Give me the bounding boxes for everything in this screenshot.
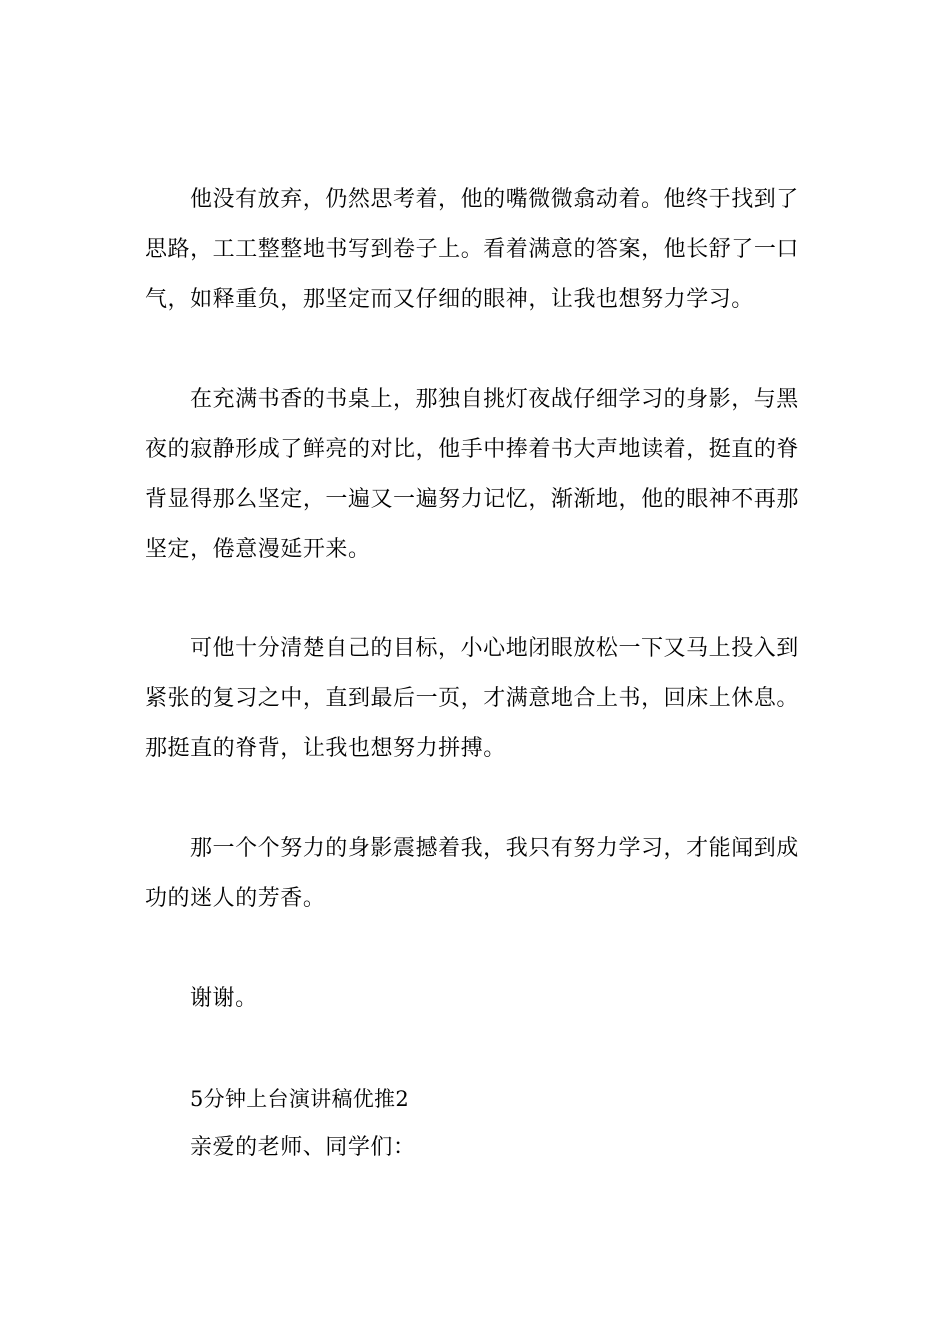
paragraph-1-line-1: 他没有放弃，仍然思考着，他的嘴微微翕动着。他终于找到了 xyxy=(190,187,799,212)
paragraph-1-line-3: 气，如释重负，那坚定而又仔细的眼神，让我也想努力学习。 xyxy=(145,287,754,312)
closing-thanks: 谢谢。 xyxy=(190,986,258,1011)
paragraph-3-line-1: 可他十分清楚自己的目标，小心地闭眼放松一下又马上投入到 xyxy=(190,636,799,661)
paragraph-2-line-4: 坚定，倦意漫延开来。 xyxy=(145,537,371,562)
paragraph-4-line-2: 功的迷人的芳香。 xyxy=(145,886,326,911)
paragraph-2-line-1: 在充满书香的书桌上，那独自挑灯夜战仔细学习的身影，与黑 xyxy=(190,387,799,412)
paragraph-1-line-2: 思路，工工整整地书写到卷子上。看着满意的答案，他长舒了一口 xyxy=(145,237,799,262)
paragraph-3-line-3: 那挺直的脊背，让我也想努力拼搏。 xyxy=(145,736,506,761)
paragraph-2-line-3: 背显得那么坚定，一遍又一遍努力记忆，渐渐地，他的眼神不再那 xyxy=(145,487,799,512)
paragraph-2-line-2: 夜的寂静形成了鲜亮的对比，他手中捧着书大声地读着，挺直的脊 xyxy=(145,437,799,462)
paragraph-4-line-1: 那一个个努力的身影震撼着我，我只有努力学习，才能闻到成 xyxy=(190,836,799,861)
greeting: 亲爱的老师、同学们： xyxy=(190,1135,416,1160)
paragraph-3-line-2: 紧张的复习之中，直到最后一页，才满意地合上书，回床上休息。 xyxy=(145,686,799,711)
section-title: 5分钟上台演讲稿优推2 xyxy=(190,1087,410,1111)
